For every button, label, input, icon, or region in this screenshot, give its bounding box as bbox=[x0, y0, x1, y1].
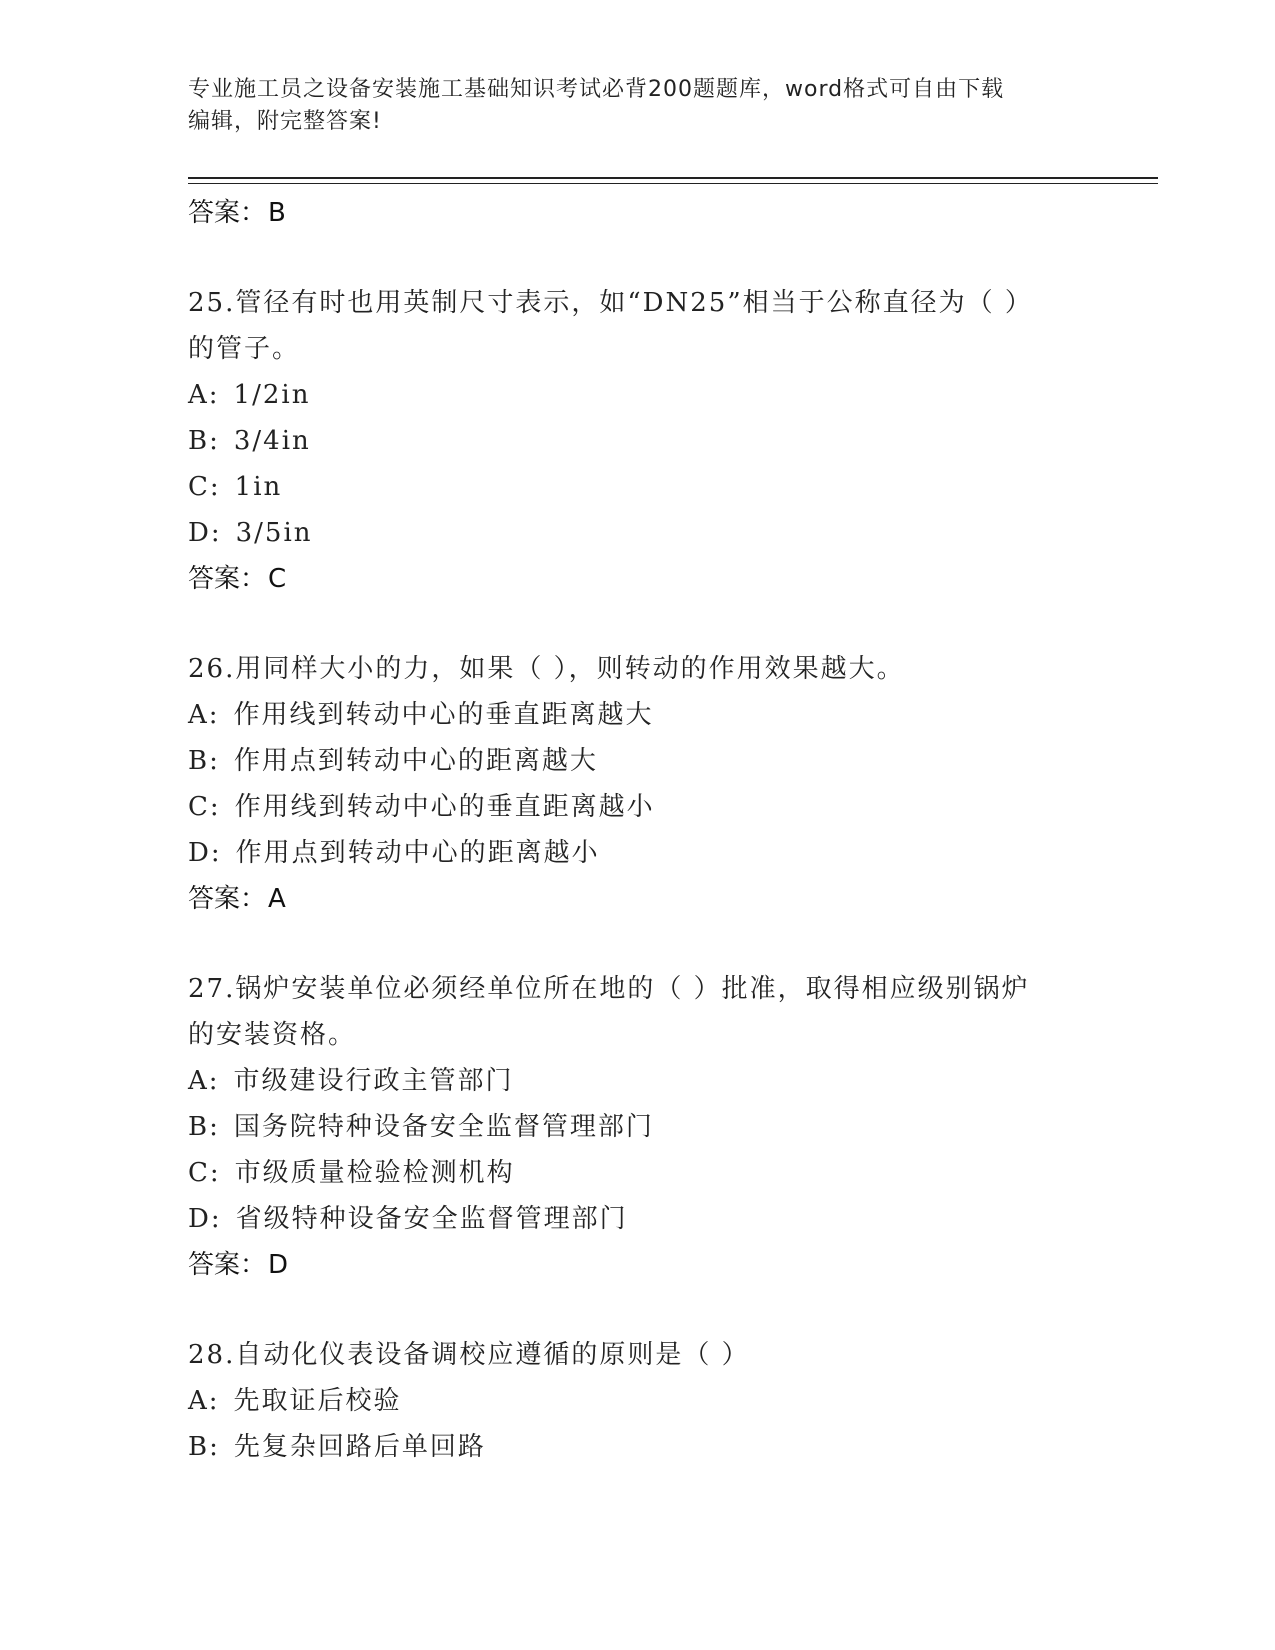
option-letter: A: bbox=[188, 1066, 220, 1096]
option-letter: A: bbox=[188, 1386, 220, 1416]
answer-option bbox=[188, 418, 1088, 464]
option-text: 先复杂回路后单回路 bbox=[233, 1432, 486, 1462]
answer-option bbox=[188, 784, 1088, 830]
option-text: 省级特种设备安全监督管理部门 bbox=[235, 1204, 628, 1234]
answer-line bbox=[188, 556, 1088, 602]
answer-option bbox=[188, 1196, 1088, 1242]
question-stem-line: 28.自动化仪表设备调校应遵循的原则是（ ） bbox=[188, 1340, 750, 1370]
option-text: 先取证后校验 bbox=[233, 1386, 402, 1416]
answer-value: C bbox=[268, 564, 287, 594]
option-letter: A: bbox=[188, 380, 220, 410]
answer-option bbox=[188, 1424, 1088, 1470]
answer-option bbox=[188, 372, 1088, 418]
answer-option bbox=[188, 738, 1088, 784]
option-letter: D: bbox=[188, 518, 222, 548]
header-line-2: 编辑，附完整答案! bbox=[188, 109, 382, 134]
question-list bbox=[188, 190, 1088, 1470]
answer-value: A bbox=[268, 884, 286, 914]
question-stem-line: 的管子。 bbox=[188, 334, 301, 364]
answer-option bbox=[188, 692, 1088, 738]
option-text: 作用点到转动中心的距离越大 bbox=[233, 746, 598, 776]
page-header bbox=[188, 74, 1088, 138]
option-text: 市级建设行政主管部门 bbox=[233, 1066, 514, 1096]
option-letter: B: bbox=[188, 1112, 220, 1142]
option-letter: C: bbox=[188, 792, 221, 822]
answer-value: B bbox=[268, 198, 286, 228]
option-letter: B: bbox=[188, 426, 220, 456]
header-rule-thin bbox=[188, 183, 1158, 184]
option-text: 1/2in bbox=[233, 380, 311, 410]
option-letter: D: bbox=[188, 838, 222, 868]
question-stem-line: 27.锅炉安装单位必须经单位所在地的（ ）批准，取得相应级别锅炉 bbox=[188, 974, 1030, 1004]
answer-label: 答案： bbox=[188, 198, 267, 228]
option-text: 作用点到转动中心的距离越小 bbox=[235, 838, 600, 868]
answer-label: 答案： bbox=[188, 1250, 267, 1280]
answer-option bbox=[188, 1150, 1088, 1196]
question-block bbox=[188, 280, 1088, 602]
option-text: 3/5in bbox=[235, 518, 313, 548]
option-letter: A: bbox=[188, 700, 220, 730]
option-letter: C: bbox=[188, 472, 221, 502]
answer-line bbox=[188, 1242, 1088, 1288]
answer-label: 答案： bbox=[188, 884, 267, 914]
question-stem-line: 25.管径有时也用英制尺寸表示，如“DN25”相当于公称直径为（ ） bbox=[188, 288, 1033, 318]
answer-label: 答案： bbox=[188, 564, 267, 594]
answer-option bbox=[188, 510, 1088, 556]
option-letter: B: bbox=[188, 746, 220, 776]
option-text: 国务院特种设备安全监督管理部门 bbox=[233, 1112, 654, 1142]
header-rule-thick bbox=[188, 177, 1158, 179]
question-block bbox=[188, 646, 1088, 922]
option-text: 3/4in bbox=[233, 426, 311, 456]
answer-line bbox=[188, 876, 1088, 922]
answer-option bbox=[188, 830, 1088, 876]
answer-option bbox=[188, 1378, 1088, 1424]
question-stem-line: 的安装资格。 bbox=[188, 1020, 357, 1050]
answer-option bbox=[188, 1058, 1088, 1104]
answer-option bbox=[188, 464, 1088, 510]
question-stem-line: 26.用同样大小的力，如果（ ），则转动的作用效果越大。 bbox=[188, 654, 905, 684]
question-block bbox=[188, 966, 1088, 1288]
option-text: 作用线到转动中心的垂直距离越大 bbox=[233, 700, 654, 730]
option-text: 作用线到转动中心的垂直距离越小 bbox=[234, 792, 655, 822]
option-text: 1in bbox=[234, 472, 283, 502]
answer-value: D bbox=[268, 1250, 289, 1280]
answer-option bbox=[188, 1104, 1088, 1150]
header-line-1: 专业施工员之设备安装施工基础知识考试必背200题题库，word格式可自由下载 bbox=[188, 77, 1005, 102]
question-block bbox=[188, 1332, 1088, 1470]
answer-line bbox=[188, 190, 1088, 236]
option-text: 市级质量检验检测机构 bbox=[234, 1158, 515, 1188]
option-letter: B: bbox=[188, 1432, 220, 1462]
option-letter: C: bbox=[188, 1158, 221, 1188]
option-letter: D: bbox=[188, 1204, 222, 1234]
